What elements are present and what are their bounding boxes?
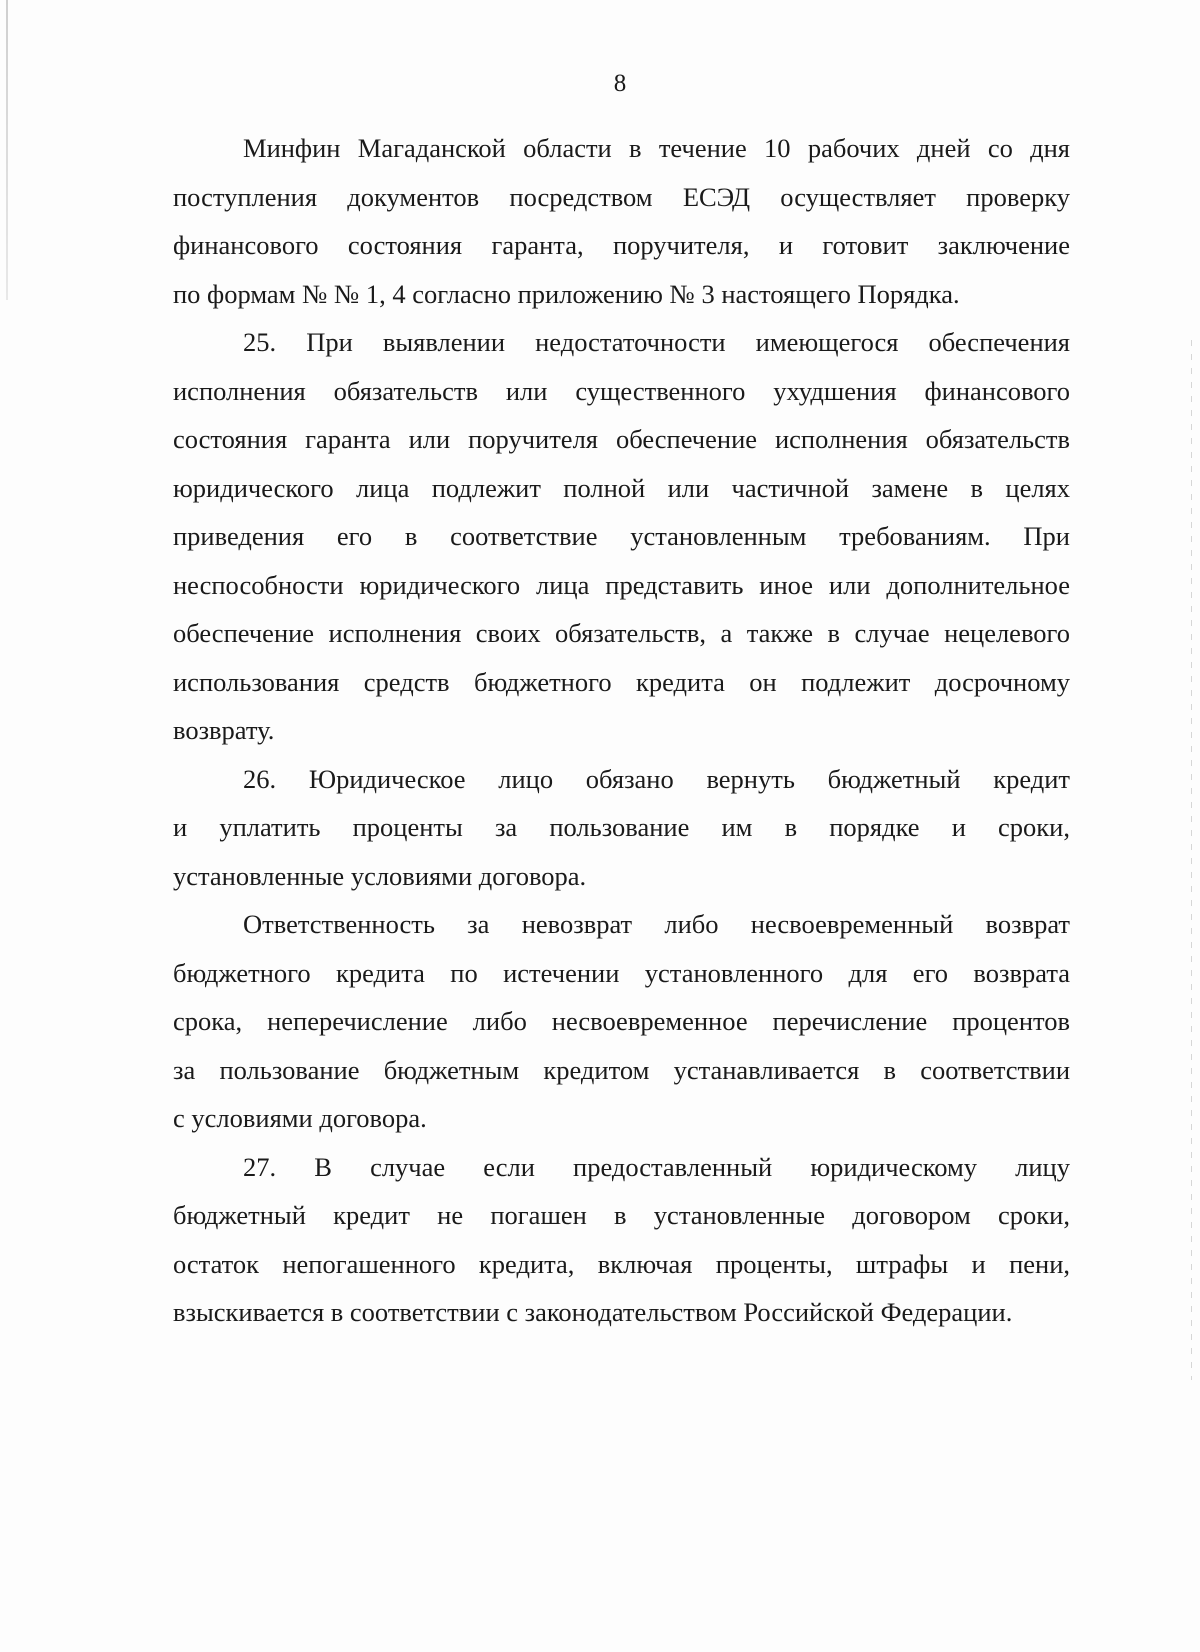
scan-edge-left <box>6 0 8 300</box>
text-line: состояния гаранта или поручителя обеспечение исполнения обязательств <box>173 424 1070 454</box>
paragraph-minfin-check <box>173 124 1070 318</box>
text-line: неспособности юридического лица представить иное или дополнительное <box>173 569 1070 600</box>
text-line: 27. В случае если предоставленный юридическому лицу <box>243 1151 1070 1182</box>
text-line: бюджетного кредита по истечении установленного для его возврата <box>173 957 1070 988</box>
text-line: обеспечение исполнения своих обязательств, а также в случае нецелевого <box>173 618 1070 648</box>
text-line: остаток непогашенного кредита, включая проценты, штрафы и пени, <box>173 1248 1070 1279</box>
body-text <box>173 124 1070 1337</box>
text-line: поступления документов посредством ЕСЭД осуществляет проверку <box>173 181 1070 212</box>
text-line: исполнения обязательств или существенного ухудшения финансового <box>173 375 1070 406</box>
scan-edge-right <box>1191 340 1192 1380</box>
text-line: Минфин Магаданской области в течение 10 рабочих дней со дня <box>243 133 1070 163</box>
paragraph-26 <box>173 755 1070 901</box>
text-line: использования средств бюджетного кредита он подлежит досрочному <box>173 666 1070 697</box>
paragraph-responsibility <box>173 900 1070 1143</box>
text-line: за пользование бюджетным кредитом устанавливается в соответствии <box>173 1054 1070 1085</box>
text-line: взыскивается в соответствии с законодательством Российской Федерации. <box>173 1297 1013 1327</box>
paragraph-25 <box>173 318 1070 755</box>
text-line: 25. При выявлении недостаточности имеющегося обеспечения <box>243 327 1070 357</box>
text-line: и уплатить проценты за пользование им в порядке и сроки, <box>173 812 1070 842</box>
text-line: юридического лица подлежит полной или частичной замене в целях <box>173 472 1070 503</box>
text-line: 26. Юридическое лицо обязано вернуть бюджетный кредит <box>243 763 1070 794</box>
text-line: бюджетный кредит не погашен в установленные договором сроки, <box>173 1200 1070 1230</box>
text-line: финансового состояния гаранта, поручителя, и готовит заключение <box>173 230 1070 260</box>
paragraph-27 <box>173 1143 1070 1337</box>
text-line: установленные условиями договора. <box>173 860 587 891</box>
text-line: по формам № № 1, 4 согласно приложению № 3 настоящего Порядка. <box>173 278 960 309</box>
text-line: возврату. <box>173 715 275 745</box>
text-line: Ответственность за невозврат либо несвоевременный возврат <box>243 909 1070 939</box>
text-line: срока, неперечисление либо несвоевременное перечисление процентов <box>173 1006 1070 1036</box>
page-number: 8 <box>613 70 627 97</box>
text-line: с условиями договора. <box>173 1103 427 1133</box>
text-line: приведения его в соответствие установленным требованиям. При <box>173 521 1070 551</box>
